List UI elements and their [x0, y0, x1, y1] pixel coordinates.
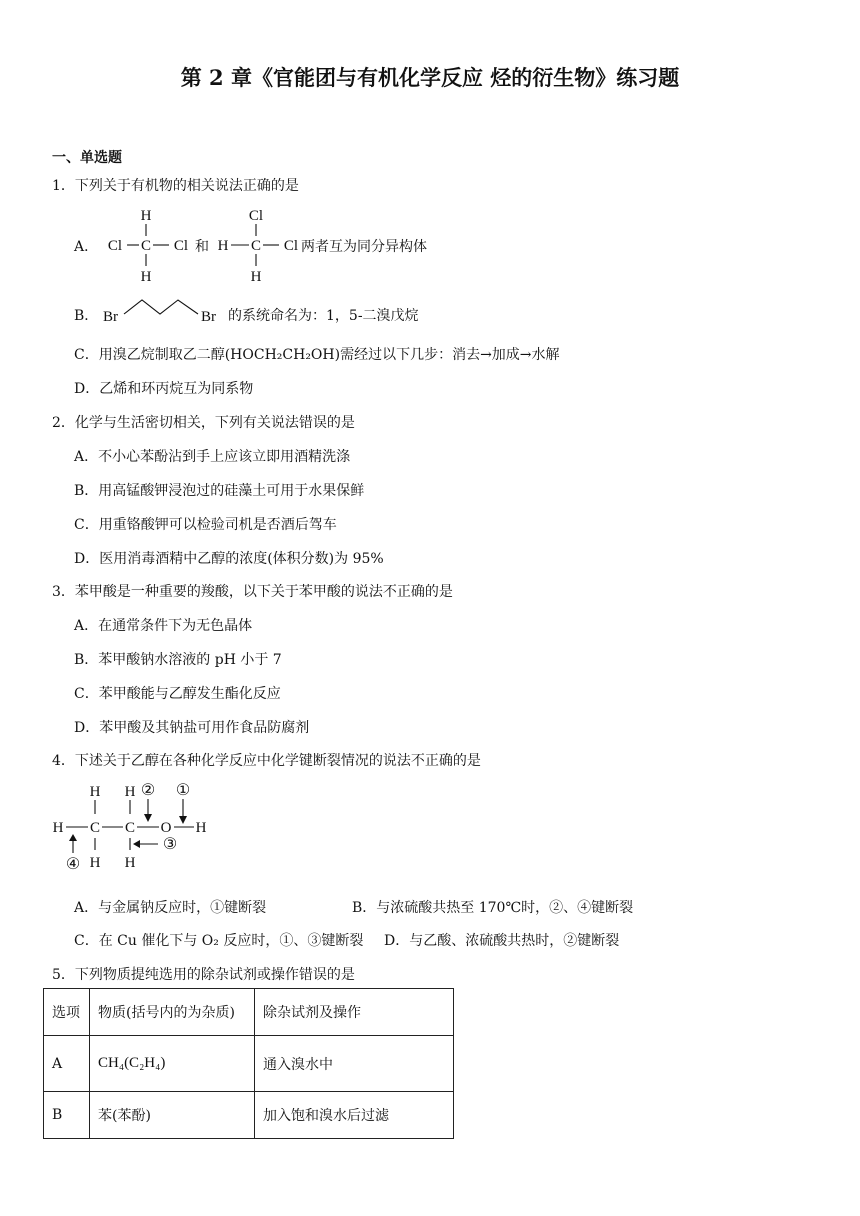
q2-option-d: D．医用消毒酒精中乙醇的浓度(体积分数)为 95%: [74, 551, 384, 567]
q1-option-a-tail: 两者互为同分异构体: [301, 239, 427, 255]
question-3-stem: 3．苯甲酸是一种重要的羧酸，以下关于苯甲酸的说法不正确的是: [52, 584, 453, 600]
q1-option-c: C．用溴乙烷制取乙二醇(HOCH₂CH₂OH)需经过以下几步：消去→加成→水解: [74, 347, 560, 363]
atom-cl-left-1: Cl: [107, 238, 123, 254]
table-header-row: [44, 989, 454, 1036]
atom-h: H: [89, 855, 101, 871]
atom-h-bottom-1: H: [140, 269, 152, 285]
atom-cl-top-2: Cl: [248, 208, 264, 224]
atom-h: H: [124, 784, 136, 800]
table-cell-method: 通入溴水中: [255, 1036, 454, 1092]
table-cell-method: 加入饱和溴水后过滤: [255, 1092, 454, 1139]
q3-option-b: B．苯甲酸钠水溶液的 pH 小于 7: [74, 652, 282, 668]
table-header-cell: 除杂试剂及操作: [255, 989, 454, 1036]
bond-label-3: ③: [162, 836, 178, 853]
atom-h: H: [89, 784, 101, 800]
q1-option-a-label: A．: [74, 239, 99, 255]
q3-option-a: A．在通常条件下为无色晶体: [74, 618, 253, 634]
table-cell-substance: CH₄(C₂H₄): [90, 1036, 255, 1092]
table-header-cell: 选项: [44, 989, 90, 1036]
atom-h-bottom-2: H: [250, 269, 262, 285]
table-row: [44, 1036, 454, 1092]
atom-br-left: Br: [103, 309, 118, 325]
atom-cl-right-1: Cl: [173, 238, 189, 254]
question-5-stem: 5．下列物质提纯选用的除杂试剂或操作错误的是: [52, 967, 355, 983]
page-title: 第 2 章《官能团与有机化学反应 烃的衍生物》练习题: [180, 65, 680, 90]
q1-option-a-mid: 和: [195, 239, 209, 255]
q1-dibromo-skeleton: [100, 294, 228, 328]
q4-option-c: C．在 Cu 催化下与 O₂ 反应时，①、③键断裂: [74, 933, 364, 949]
q2-option-c: C．用重铬酸钾可以检验司机是否酒后驾车: [74, 517, 337, 533]
atom-o: O: [160, 820, 172, 836]
q4-ethanol-diagram: [48, 776, 218, 874]
table-header-cell: 物质(括号内的为杂质): [90, 989, 255, 1036]
atom-c: C: [89, 820, 101, 836]
table-row: [44, 1092, 454, 1139]
q4-option-d: D．与乙酸、浓硫酸共热时，②键断裂: [384, 933, 620, 949]
question-1-stem: 1．下列关于有机物的相关说法正确的是: [52, 178, 299, 194]
atom-cl-right-2: Cl: [283, 238, 299, 254]
atom-c: C: [124, 820, 136, 836]
q4-option-a: A．与金属钠反应时，①键断裂: [74, 900, 267, 916]
q3-option-d: D．苯甲酸及其钠盐可用作食品防腐剂: [74, 720, 310, 736]
atom-h-top-1: H: [140, 208, 152, 224]
q2-option-a: A．不小心苯酚沾到手上应该立即用酒精洗涤: [74, 449, 351, 465]
q4-option-b: B．与浓硫酸共热至 170℃时，②、④键断裂: [352, 900, 634, 916]
atom-h: H: [52, 820, 64, 836]
question-4-stem: 4．下述关于乙醇在各种化学反应中化学键断裂情况的说法不正确的是: [52, 753, 481, 769]
table-cell-option: A: [44, 1036, 90, 1092]
question-2-stem: 2．化学与生活密切相关，下列有关说法错误的是: [52, 415, 355, 431]
table-cell-substance: 苯(苯酚): [90, 1092, 255, 1139]
q3-option-c: C．苯甲酸能与乙醇发生酯化反应: [74, 686, 281, 702]
purification-table: [43, 988, 454, 1139]
q1-option-b-tail: 的系统命名为：1，5-二溴戊烷: [228, 308, 419, 324]
q1-option-d: D．乙烯和环丙烷互为同系物: [74, 381, 254, 397]
atom-br-right: Br: [201, 309, 216, 325]
bond-label-2: ②: [140, 782, 156, 799]
table-cell-option: B: [44, 1092, 90, 1139]
bond-label-4: ④: [65, 856, 81, 873]
atom-h-left-2: H: [217, 238, 229, 254]
atom-c-1: C: [140, 238, 152, 254]
atom-c-2: C: [250, 238, 262, 254]
q2-option-b: B．用高锰酸钾浸泡过的硅藻土可用于水果保鲜: [74, 483, 365, 499]
section-heading: 一、单选题: [52, 150, 122, 166]
bond-label-1: ①: [175, 782, 191, 799]
q1-option-b-label: B．: [74, 308, 99, 324]
atom-h: H: [124, 855, 136, 871]
atom-h: H: [195, 820, 207, 836]
